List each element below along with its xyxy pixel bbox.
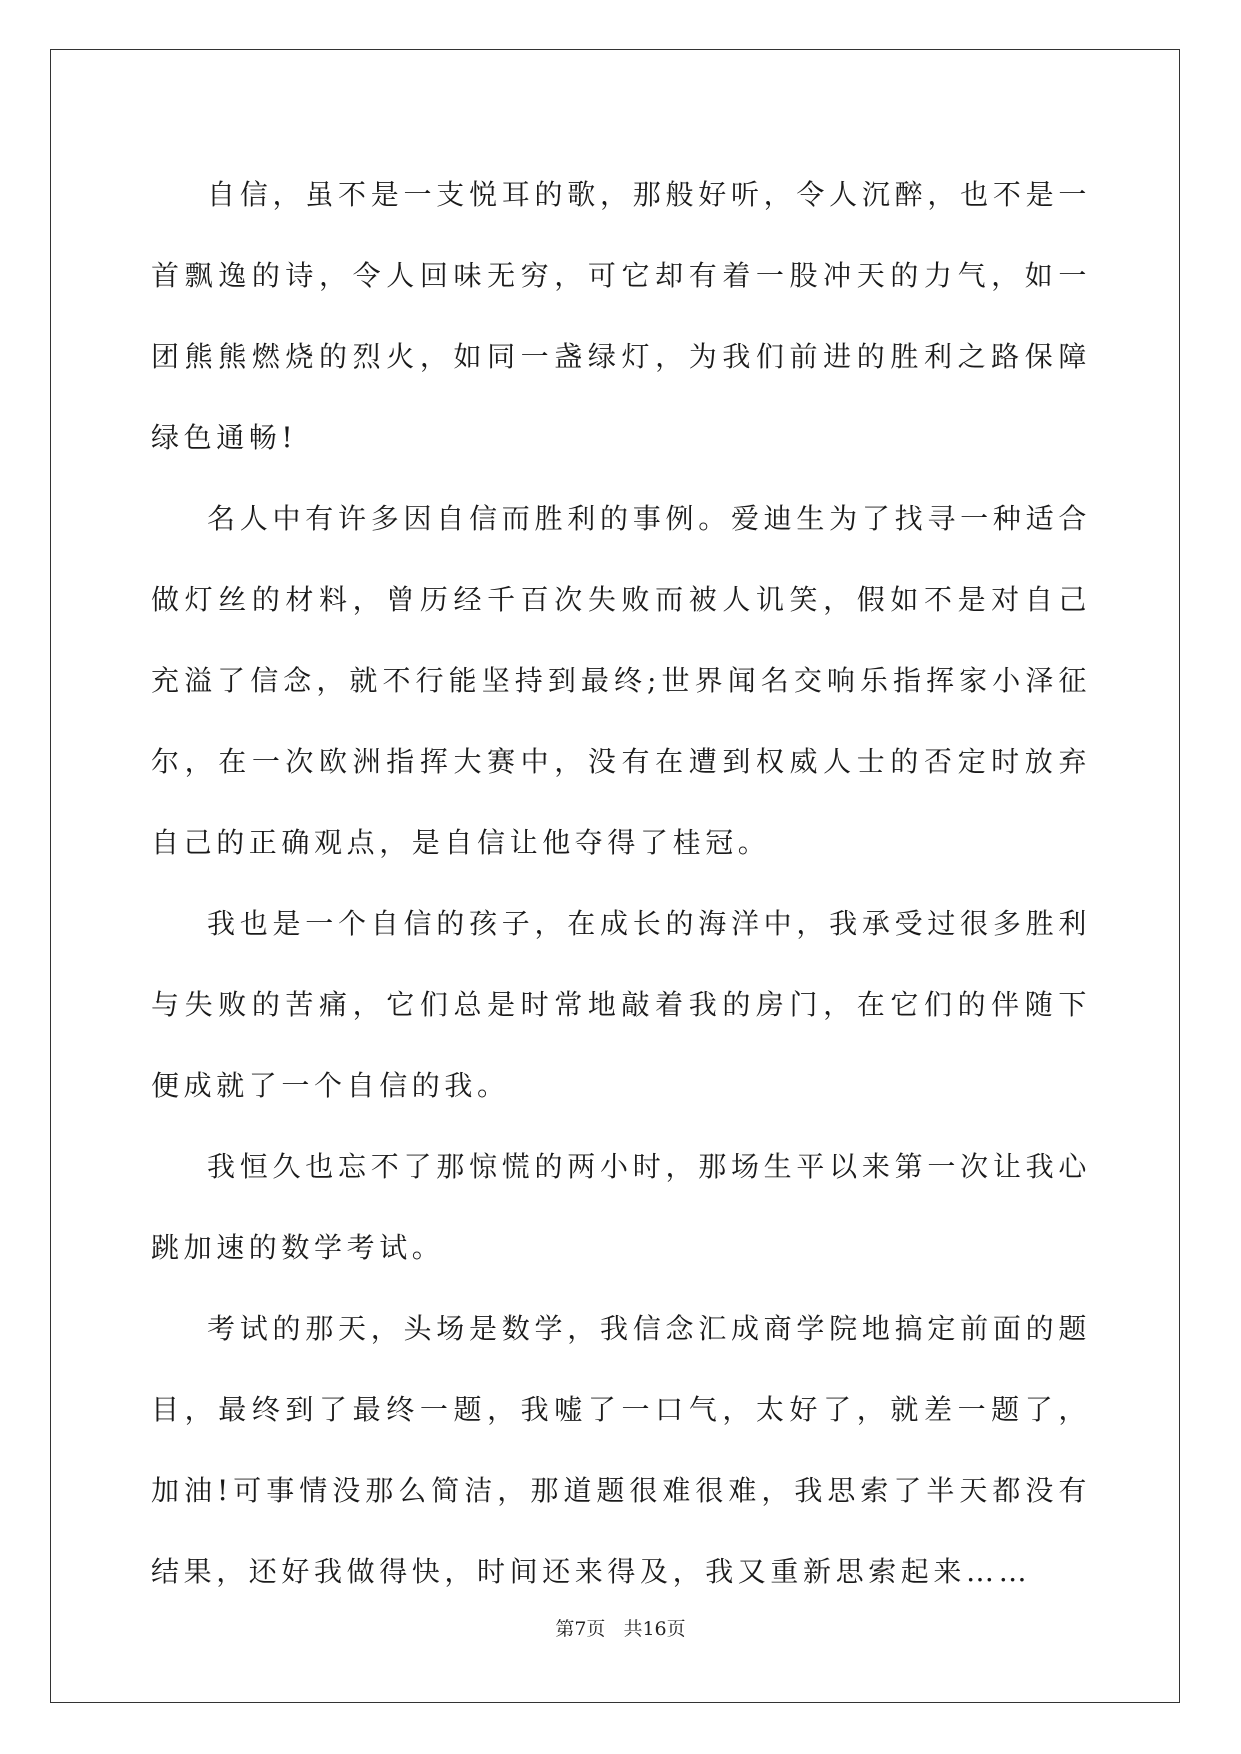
page-footer xyxy=(0,1614,1241,1641)
page-number: 第7页 xyxy=(555,1618,606,1640)
paragraph-4: 我恒久也忘不了那惊慌的两小时，那场生平以来第一次让我心跳加速的数学考试。 xyxy=(151,1150,1091,1264)
paragraph-2: 名人中有许多因自信而胜利的事例。爱迪生为了找寻一种适合做灯丝的材料，曾历经千百次失败而被人讥笑，假如不是对自己充溢了信念，就不行能坚持到最终;世界闻名交响乐指挥家小泽征尔，在一次欧洲指挥大赛中，没有在遭到权威人士的否定时放弃自己的正确观点，是自信让他夺得了桂冠。 xyxy=(151,502,1091,859)
paragraph-1: 自信，虽不是一支悦耳的歌，那般好听，令人沉醉，也不是一首飘逸的诗，令人回味无穷，可它却有着一股冲天的力气，如一团熊熊燃烧的烈火，如同一盏绿灯，为我们前进的胜利之路保障绿色通畅! xyxy=(151,178,1091,454)
page-total: 共16页 xyxy=(623,1618,686,1640)
document-body xyxy=(151,154,1091,1612)
paragraph-5: 考试的那天，头场是数学，我信念汇成商学院地搞定前面的题目，最终到了最终一题，我嘘了一口气，太好了，就差一题了，加油!可事情没那么简洁，那道题很难很难，我思索了半天都没有结果，还好我做得快，时间还来得及，我又重新思索起来…… xyxy=(151,1312,1091,1588)
paragraph-3: 我也是一个自信的孩子，在成长的海洋中，我承受过很多胜利与失败的苦痛，它们总是时常地敲着我的房门，在它们的伴随下便成就了一个自信的我。 xyxy=(151,907,1091,1102)
